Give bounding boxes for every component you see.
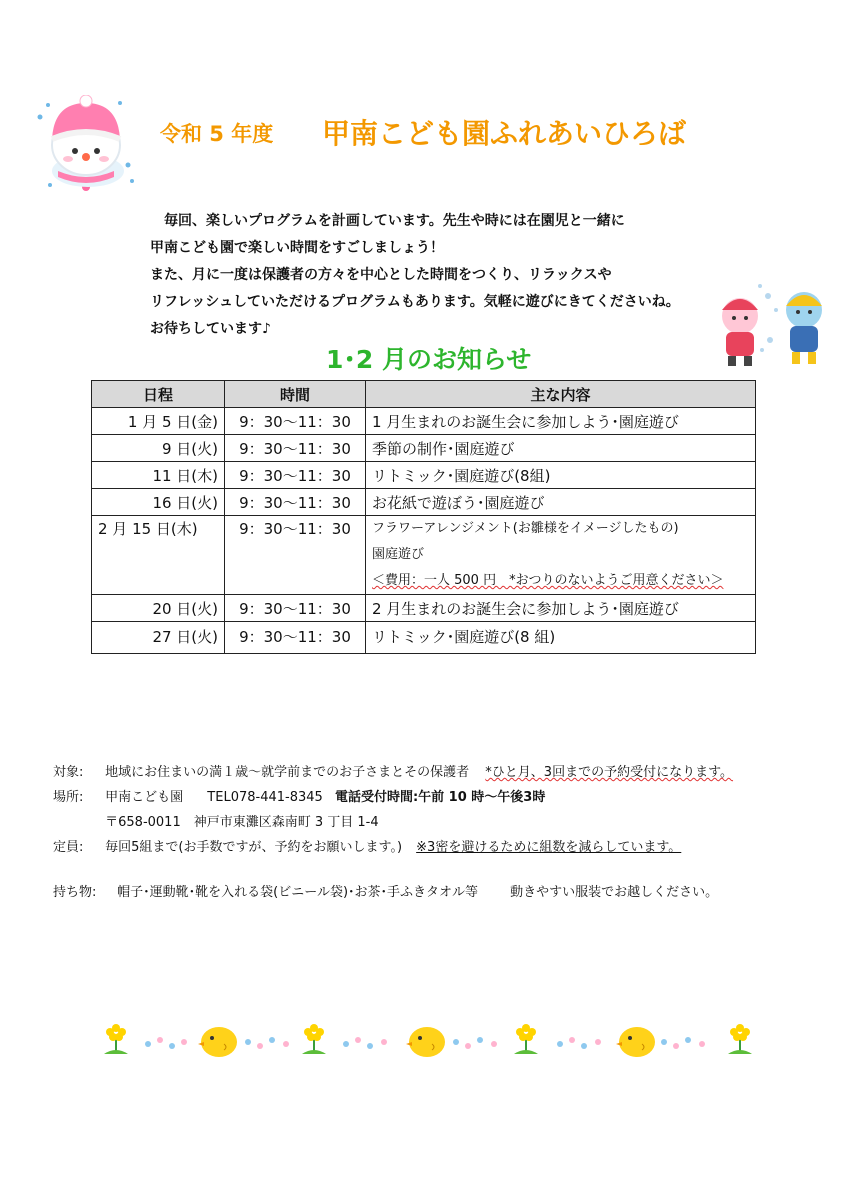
notice-title: 1･2 月のお知らせ — [326, 345, 532, 374]
table-row — [92, 622, 756, 654]
schedule-table-february — [91, 515, 756, 654]
address-row — [53, 810, 733, 835]
items-label: 持ち物: — [53, 885, 97, 900]
header-date: 日程 — [92, 381, 225, 408]
date-cell: 2 月 15 日(木) — [92, 516, 225, 595]
phone-hours: 電話受付時間:午前 10 時～午後3時 — [334, 790, 546, 805]
table-row — [92, 516, 756, 595]
content-line: ＜費用：一人 500 円 *おつりのないようご用意ください＞ — [372, 573, 724, 588]
content-cell: 1 月生まれのお誕生会に参加しよう･園庭遊び — [366, 408, 756, 435]
content-cell: リトミック･園庭遊び(8組) — [366, 462, 756, 489]
capacity-note: ※3密を避けるために組数を減らしています。 — [416, 840, 682, 855]
items-note: 動きやすい服装でお越しください。 — [510, 885, 719, 900]
header-content: 主な内容 — [366, 381, 756, 408]
time-cell: 9：30～11：30 — [225, 595, 366, 622]
content-cell: 季節の制作･園庭遊び — [366, 435, 756, 462]
snowman-illustration — [30, 95, 142, 195]
date-cell: 9 日(火) — [92, 435, 225, 462]
content-line: 園庭遊び — [372, 547, 425, 562]
flower-icon — [98, 1022, 134, 1058]
time-cell: 9：30～11：30 — [225, 408, 366, 435]
target-text: 地域にお住まいの満１歳～就学前までのお子さまとその保護者 — [105, 765, 470, 780]
tel-number: TEL078-441-8345 — [207, 790, 323, 805]
content-cell: お花紙で遊ぼう･園庭遊び — [366, 489, 756, 516]
table-row — [92, 408, 756, 435]
table-row — [92, 489, 756, 516]
items-text: 帽子･運動靴･靴を入れる袋(ビニール袋)･お茶･手ふきタオル等 — [117, 885, 479, 900]
target-note: *ひと月、3回までの予約受付になります。 — [485, 765, 734, 780]
target-label: 対象: — [53, 765, 84, 780]
capacity-row — [53, 835, 733, 860]
table-row — [92, 435, 756, 462]
place-row — [53, 785, 733, 810]
date-cell: 11 日(木) — [92, 462, 225, 489]
info-section — [53, 760, 733, 905]
flower-icon — [722, 1022, 758, 1058]
time-cell: 9：30～11：30 — [225, 622, 366, 654]
time-cell: 9：30～11：30 — [225, 435, 366, 462]
intro-line: また、月に一度は保護者の方々を中心とした時間をつくり、リラックスや — [150, 267, 612, 283]
header-time: 時間 — [225, 381, 366, 408]
intro-line: 毎回、楽しいプログラムを計画しています。先生や時には在園児と一緒に — [150, 213, 625, 229]
time-cell: 9：30～11：30 — [225, 516, 366, 595]
target-row — [53, 760, 733, 785]
date-cell: 27 日(火) — [92, 622, 225, 654]
dot-trail — [140, 1030, 720, 1054]
time-cell: 9：30～11：30 — [225, 462, 366, 489]
schedule-table-january — [91, 380, 756, 516]
date-cell: 16 日(火) — [92, 489, 225, 516]
table-header-row — [92, 381, 756, 408]
intro-text — [150, 208, 740, 343]
table-row — [92, 462, 756, 489]
intro-line: お待ちしています♪ — [150, 321, 271, 337]
capacity-text: 毎回5組まで(お手数ですが、予約をお願いします。) — [105, 840, 403, 855]
content-cell: リトミック･園庭遊び(8 組) — [366, 622, 756, 654]
place-label: 場所: — [53, 790, 84, 805]
capacity-label: 定員: — [53, 840, 84, 855]
content-cell: 2 月生まれのお誕生会に参加しよう･園庭遊び — [366, 595, 756, 622]
content-cell — [366, 516, 756, 595]
address-text: 〒658-0011 神戸市東灘区森南町 3 丁目 1-4 — [105, 815, 379, 830]
date-cell: 1 月 5 日(金) — [92, 408, 225, 435]
intro-line: 甲南こども園で楽しい時間をすごしましょう！ — [150, 240, 444, 256]
page-title: 甲南こども園ふれあいひろば — [322, 117, 687, 150]
time-cell: 9：30～11：30 — [225, 489, 366, 516]
content-line: フラワーアレンジメント(お雛様をイメージしたもの) — [372, 521, 679, 536]
items-row — [53, 880, 733, 905]
year-label: 令和 5 年度 — [160, 122, 274, 146]
intro-line: リフレッシュしていただけるプログラムもあります。気軽に遊びにきてくださいね。 — [150, 294, 680, 310]
date-cell: 20 日(火) — [92, 595, 225, 622]
place-name: 甲南こども園 — [105, 790, 184, 805]
table-row — [92, 595, 756, 622]
